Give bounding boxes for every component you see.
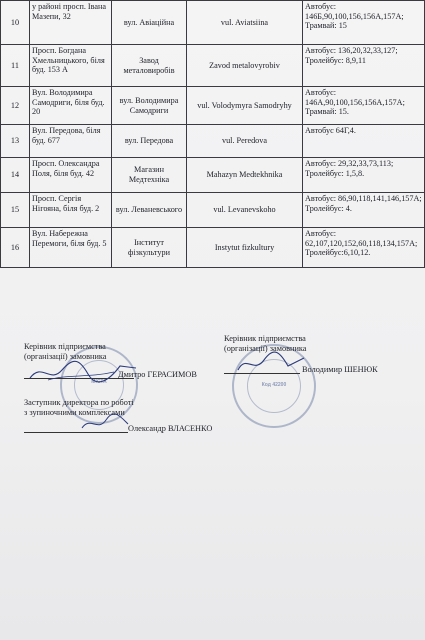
left-signatory-title-2: (організації) замовника bbox=[24, 352, 107, 361]
stop-name: Інститут фізкультури bbox=[112, 228, 187, 268]
stop-address: Вул. Володимира Самодриги, біля буд. 20 bbox=[30, 87, 112, 125]
stop-name-latin: Instytut fizkultury bbox=[187, 228, 303, 268]
left-signatory-name: Дмитро ГЕРАСИМОВ bbox=[118, 370, 197, 379]
row-number: 16 bbox=[1, 228, 30, 268]
stop-name: вул. Авіаційна bbox=[112, 1, 187, 45]
right-handwritten-signature bbox=[236, 350, 306, 376]
stop-name: Магазин Медтехніка bbox=[112, 158, 187, 193]
deputy-title-1: Заступник директора по роботі bbox=[24, 398, 134, 407]
stop-name-latin: vul. Peredova bbox=[187, 125, 303, 158]
table-row bbox=[1, 125, 425, 158]
stop-address: Просп. Олександра Поля, біля буд. 42 bbox=[30, 158, 112, 193]
stop-address: у районі просп. Івана Мазепи, 32 bbox=[30, 1, 112, 45]
stop-transport: Автобус 64Г,4. bbox=[303, 125, 425, 158]
stop-address: Просп. Богдана Хмельницького, біля буд. 153 А bbox=[30, 45, 112, 87]
table-row bbox=[1, 87, 425, 125]
stop-name: вул. Передова bbox=[112, 125, 187, 158]
right-seal-text: Код 42200 bbox=[261, 382, 287, 388]
stop-transport: Автобус: 62,107,120,152,60,118,134,157А; Тролейбус:6,10,12. bbox=[303, 228, 425, 268]
table-row bbox=[1, 45, 425, 87]
stop-address: Вул. Набережна Перемоги, біля буд. 5 bbox=[30, 228, 112, 268]
row-number: 10 bbox=[1, 1, 30, 45]
stop-name-latin: vul. Aviatsiina bbox=[187, 1, 303, 45]
stop-name-latin: vul. Volodymyra Samodryhy bbox=[187, 87, 303, 125]
stop-transport: Автобус: 146Б,90,100,156,156А,157А; Трамвай: 15 bbox=[303, 1, 425, 45]
stop-name: Завод металовиробів bbox=[112, 45, 187, 87]
stop-address: Вул. Передова, біля буд. 677 bbox=[30, 125, 112, 158]
stop-name-latin: Zavod metalovyrobiv bbox=[187, 45, 303, 87]
table-row bbox=[1, 158, 425, 193]
row-number: 11 bbox=[1, 45, 30, 87]
left-handwritten-signature bbox=[28, 356, 138, 386]
stop-name-latin: vul. Levanevskoho bbox=[187, 193, 303, 228]
left-signatory-title-1: Керівник підприємства bbox=[24, 342, 106, 351]
table-row bbox=[1, 228, 425, 268]
stop-address: Просп. Сергія Нігояна, біля буд. 2 bbox=[30, 193, 112, 228]
right-signatory-title-2: (організації) замовника bbox=[224, 344, 307, 353]
stop-transport: Автобус: 29,32,33,73,113; Тролейбус: 1,5,8. bbox=[303, 158, 425, 193]
stop-name: вул. Володимира Самодриги bbox=[112, 87, 187, 125]
row-number: 13 bbox=[1, 125, 30, 158]
stop-name-latin: Mahazyn Medtekhnika bbox=[187, 158, 303, 193]
stop-transport: Автобус: 86,90,118,141,146,157А; Тролейбус: 4. bbox=[303, 193, 425, 228]
left-seal-text: МІСТА bbox=[91, 379, 107, 385]
row-number: 14 bbox=[1, 158, 30, 193]
stop-transport: Автобус: 146А,90,100,156,156А,157А; Трамвай: 15. bbox=[303, 87, 425, 125]
right-signatory-title-1: Керівник підприємства bbox=[224, 334, 306, 343]
deputy-handwritten-signature bbox=[80, 412, 130, 434]
row-number: 12 bbox=[1, 87, 30, 125]
stop-transport: Автобус: 136,20,32,33,127; Тролейбус: 8,9,11 bbox=[303, 45, 425, 87]
right-signatory-name: Володимир ШЕНЮК bbox=[302, 365, 378, 374]
table-row bbox=[1, 193, 425, 228]
stop-name: вул. Леваневського bbox=[112, 193, 187, 228]
table-row bbox=[1, 1, 425, 45]
bus-stops-table bbox=[0, 0, 425, 268]
row-number: 15 bbox=[1, 193, 30, 228]
deputy-name: Олександр ВЛАСЕНКО bbox=[128, 424, 213, 433]
deputy-title-2: з зупиночними комплексами bbox=[24, 408, 125, 417]
